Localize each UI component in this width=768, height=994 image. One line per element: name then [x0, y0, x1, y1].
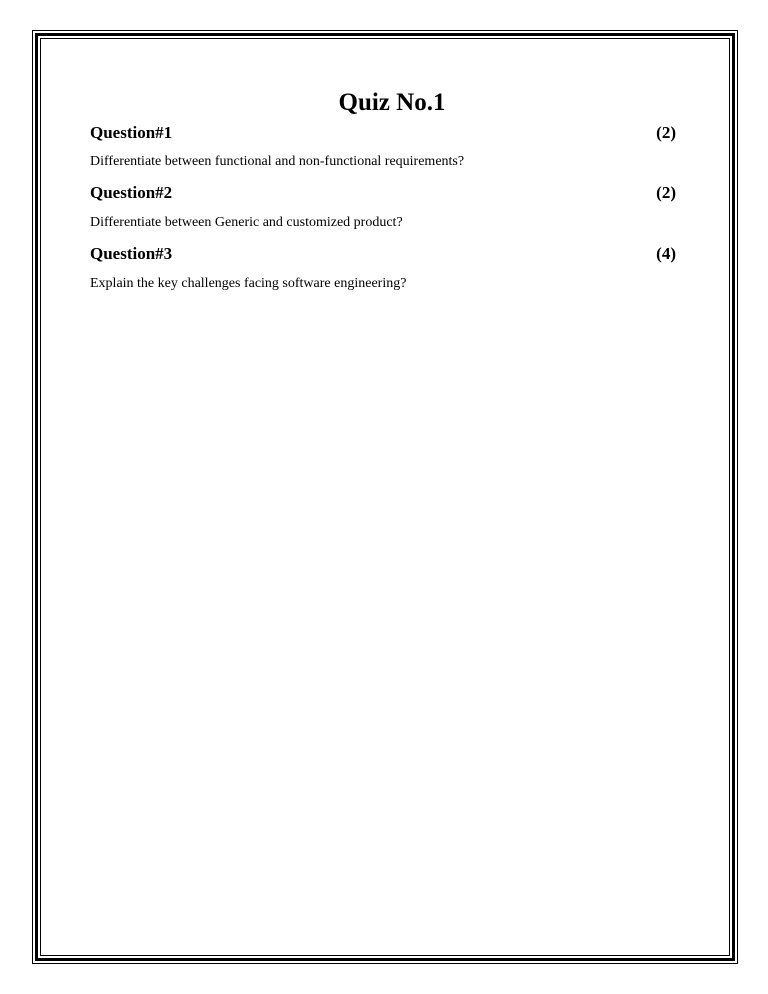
question-3-marks: (4) — [656, 244, 676, 263]
question-1-marks: (2) — [656, 123, 676, 142]
question-2-header — [90, 182, 676, 204]
question-2-heading: Question#2 — [90, 183, 173, 202]
question-2-text: Differentiate between Generic and customized product? — [90, 215, 403, 230]
quiz-title: Quiz No.1 — [338, 89, 446, 116]
question-1-text: Differentiate between functional and non-functional requirements? — [90, 154, 465, 169]
question-3-header — [90, 243, 676, 265]
question-1-header — [90, 122, 676, 144]
question-1-heading: Question#1 — [90, 123, 173, 142]
question-2-marks: (2) — [656, 183, 676, 202]
question-3-text: Explain the key challenges facing software engineering? — [90, 276, 407, 291]
quiz-content — [90, 84, 676, 293]
question-3-heading: Question#3 — [90, 244, 173, 263]
